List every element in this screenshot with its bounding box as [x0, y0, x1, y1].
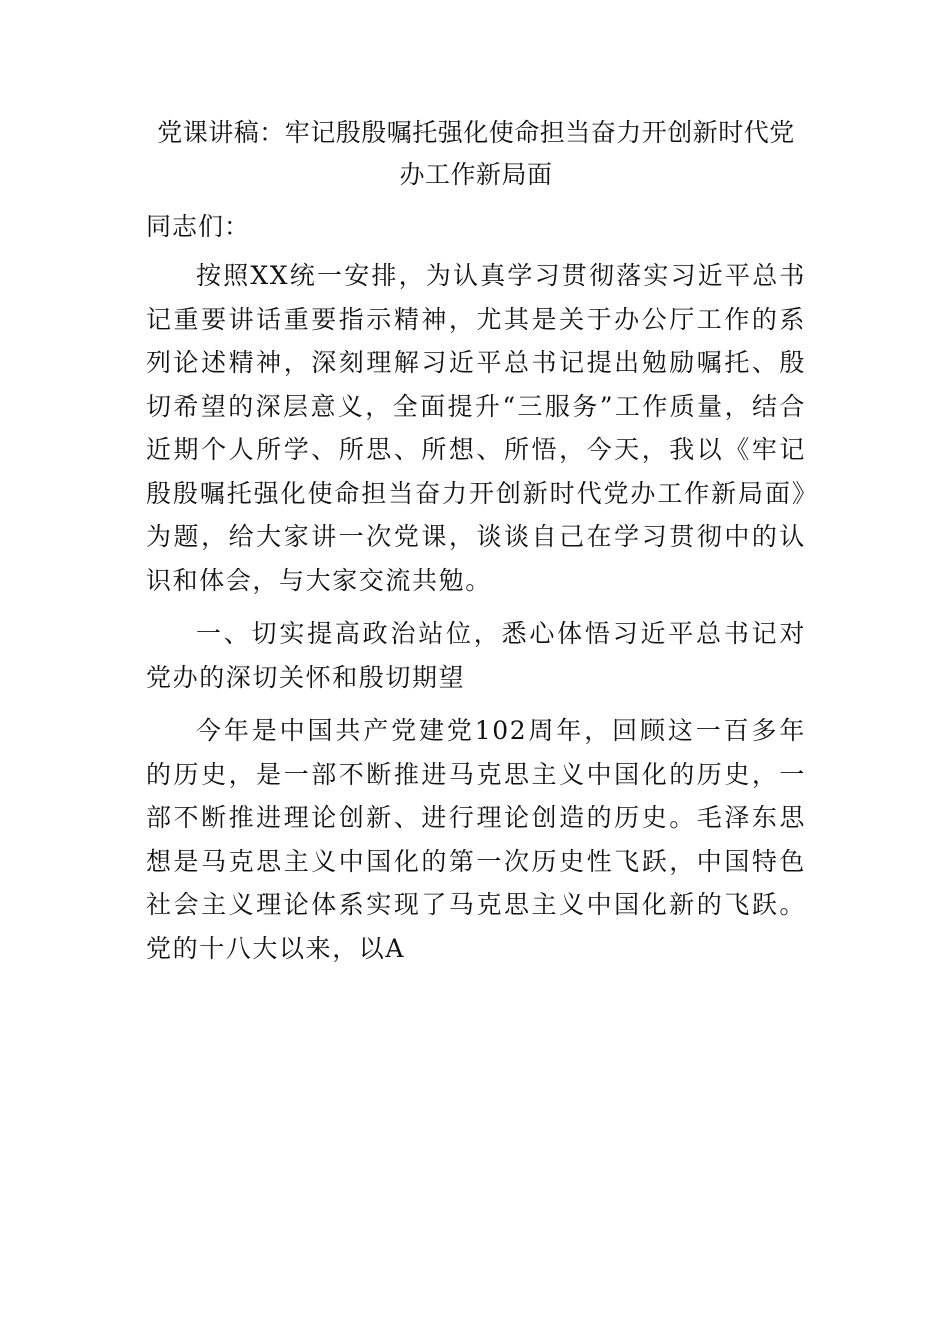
paragraph-intro: 按照XX统一安排，为认真学习贯彻落实习近平总书记重要讲话重要指示精神，尤其是关于办公厅工作的系列论述精神，深刻理解习近平总书记提出勉励嘱托、殷切希望的深层意义，全面提升“三服务”工作质量，结合近期个人所学、所思、所想、所悟，今天，我以《牢记殷殷嘱托强化使命担当奋力开创新时代党办工作新局面》为题，给大家讲一次党课，谈谈自己在学习贯彻中的认识和体会，与大家交流共勉。 [146, 261, 806, 595]
document-body [146, 112, 806, 970]
section-heading-one: 一、切实提高政治站位，悉心体悟习近平总书记对党办的深切关怀和殷切期望 [146, 619, 806, 692]
document-title: 党课讲稿：牢记殷殷嘱托强化使命担当奋力开创新时代党办工作新局面 [157, 118, 795, 189]
salutation: 同志们： [146, 212, 251, 241]
paragraph-history: 今年是中国共产党建党102周年，回顾这一百多年的历史，是一部不断推进马克思主义中国化的历史，一部不断推进理论创新、进行理论创造的历史。毛泽东思想是马克思主义中国化的第一次历史性飞跃，中国特色社会主义理论体系实现了马克思主义中国化新的飞跃。党的十八大以来，以A [146, 716, 806, 963]
